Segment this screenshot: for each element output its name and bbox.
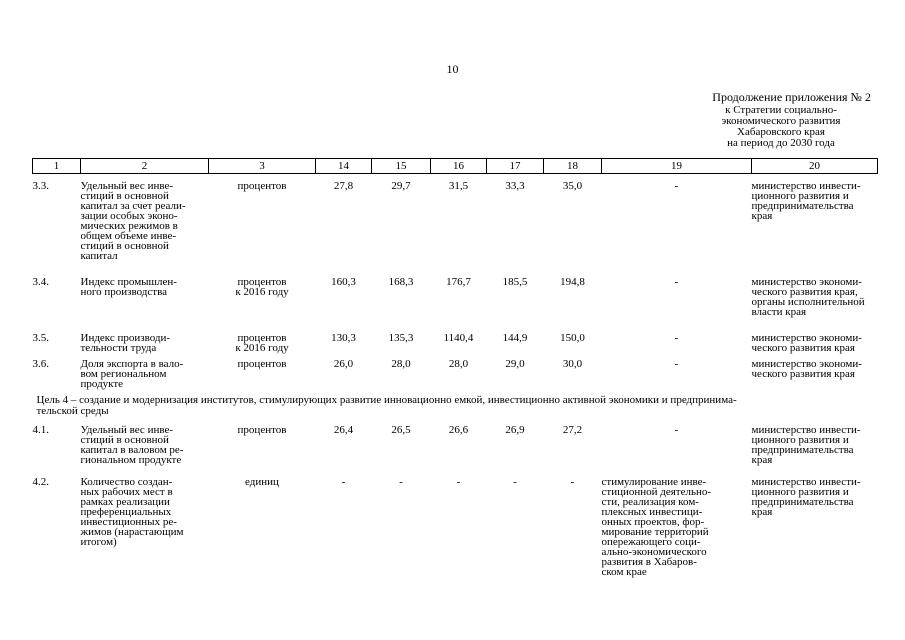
table-row [33,174,878,262]
table-row [33,261,878,317]
value-col-15: 26,5 [391,424,411,436]
page-number: 10 [446,62,459,76]
indicator-table [32,158,878,577]
value-col-14: 130,3 [331,332,356,344]
unit: процентов к 2016 году [235,276,289,298]
value-col-18: 194,8 [560,276,585,288]
header-line-5: на период до 2030 года [727,137,835,149]
value-col-16: 176,7 [446,276,471,288]
value-col-17: 185,5 [502,276,528,288]
table-row [33,317,878,353]
unit: процентов [237,424,287,436]
row-number: 3.4. [32,276,49,288]
responsible: министерство экономи- ческого развития края [751,358,862,380]
value-col-16: 31,5 [448,180,469,192]
responsible: министерство инвести- ционного развития и предпринимательства края [751,476,861,518]
unit: процентов [237,180,287,192]
header-line-3: экономического развития [721,115,841,127]
header-line-2: к Стратегии социально- [725,104,837,116]
value-col-14: 160,3 [331,276,356,288]
column-number-row [33,159,878,174]
header-line-4: Хабаровского края [737,126,825,138]
value-col-16: - [456,476,461,488]
value-col-17: 26,9 [505,424,525,436]
table-body-goal-4 [33,417,878,577]
unit: единиц [245,476,279,488]
measures: - [674,332,679,344]
column-header: 14 [316,159,372,174]
value-col-15: 168,3 [388,276,414,288]
column-header: 17 [487,159,544,174]
column-header: 18 [544,159,602,174]
measures: стимулирование инве- стиционной деятельно- сти, реализация ком- плексных инвестици- онных проектов, фор- мирование территорий опережающего соци- ально-экономического развития в Хабаров- ском крае [601,476,712,578]
column-header: 15 [372,159,431,174]
value-col-17: 144,9 [502,332,528,344]
responsible: министерство инвести- ционного развития и предпринимательства края [751,180,861,222]
column-header: 3 [209,159,316,174]
indicator-name: Удельный вес инве- стиций в основной капитал в валовом ре- гиональном продукте [80,424,184,466]
value-col-18: 27,2 [562,424,583,436]
value-col-16: 1140,4 [443,332,474,344]
table-row [33,353,878,389]
indicator-name: Индекс промышлен- ного производства [80,276,177,298]
value-col-18: 150,0 [560,332,585,344]
measures: - [674,276,679,288]
value-col-17: - [513,476,517,488]
header-line-1: Продолжение приложения № 2 [712,90,871,104]
value-col-18: 35,0 [562,180,583,192]
value-col-15: 29,7 [391,180,411,192]
responsible: министерство инвести- ционного развития и предпринимательства края [751,424,861,466]
table-row [33,465,878,577]
row-number: 3.5. [32,332,49,344]
value-col-15: 28,0 [391,358,411,370]
row-number: 3.6. [32,358,49,370]
value-col-14: 26,4 [333,424,354,436]
value-col-16: 26,6 [448,424,469,436]
table-row [33,417,878,465]
value-col-15: - [399,476,403,488]
value-col-16: 28,0 [448,358,469,370]
row-number: 3.3. [32,180,49,192]
row-number: 4.1. [32,424,49,436]
row-number: 4.2. [32,476,49,488]
column-header: 19 [602,159,752,174]
column-header: 20 [752,159,878,174]
unit: процентов [237,358,287,370]
responsible: министерство экономи- ческого развития края, органы исполнительной власти края [751,276,865,318]
measures: - [674,180,679,192]
indicator-name: Количество создан- ных рабочих мест в рамках реализации преференциальных инвестиционных ре- жимов (нарастающим итогом) [80,476,184,548]
indicator-name: Индекс производи- тельности труда [80,332,171,354]
value-col-18: - [570,476,575,488]
measures: - [674,424,679,436]
value-col-18: 30,0 [562,358,583,370]
column-header: 16 [431,159,487,174]
goal-4-text: Цель 4 – создание и модернизация институтов, стимулирующих развитие инновационно емкой, инвестиционно активной экономики и предпринима- тельской среды [36,394,737,417]
column-header: 1 [33,159,81,174]
appendix-header-note [691,92,871,149]
unit: процентов к 2016 году [235,332,289,354]
value-col-17: 29,0 [505,358,525,370]
column-header: 2 [81,159,209,174]
indicator-name: Удельный вес инве- стиций в основной капитал за счет реали- зации особых эконо- мических режимов в общем объеме инве- стиций в основной капитал [80,180,186,262]
value-col-17: 33,3 [505,180,525,192]
value-col-15: 135,3 [388,332,414,344]
value-col-14: 26,0 [333,358,354,370]
measures: - [674,358,679,370]
responsible: министерство экономи- ческого развития края [751,332,862,354]
value-col-14: 27,8 [333,180,354,192]
table-body-goal-3 [33,174,878,390]
goal-row [33,389,878,417]
indicator-name: Доля экспорта в вало- вом региональном продукте [80,358,184,390]
value-col-14: - [341,476,346,488]
